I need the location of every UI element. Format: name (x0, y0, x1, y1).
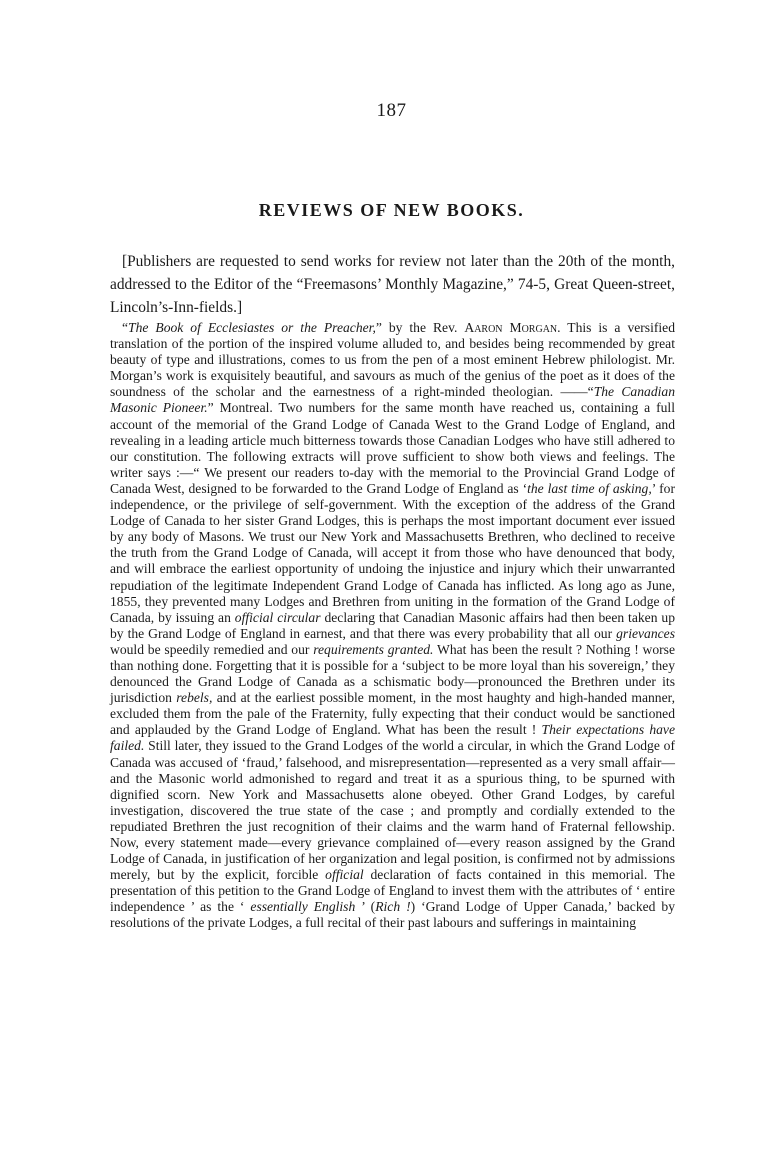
text-run: Still later, they issued to the Grand Lodges of the world a circular, in which the Grand Lodge of Canada was accused of ‘fraud,’ falsehood, and misrepresentation—represented as a very small affair—and the Masonic world admonished to regard and treat it as a spurious thing, to be spurned with dignified scorn. New York and Massachusetts alone obeyed. Other Grand Lodges, by careful investigation, discovered the true state of the case ; and promptly and cordially extended to the repudiated Brethren the just recognition of their claims and the warm hand of Fraternal fellowship. Now, every statement made—every grievance complained of—every reason assigned by the Grand Lodge of Canada, in justification of her organization and legal position, is confirmed not by admissions merely, but by the explicit, forcible (110, 738, 675, 883)
publishers-notice-text: [Publishers are requested to send works for review not later than the 20th of the month, addressed to the Editor of the “Freemasons’ Monthly Magazine,” 74-5, Great Queen-street, Lincoln’s-Inn-fields.] (110, 253, 675, 316)
review-paragraph (110, 320, 675, 932)
text-run: ” by the Rev. (375, 320, 465, 335)
section-title: REVIEWS OF NEW BOOKS. (258, 200, 525, 220)
page-number: 187 (376, 100, 407, 121)
text-run: What has been the result ? Nothing ! worse than nothing done. Forgetting that it is possible for a ‘subject to be more loyal than his sovereign,’ they denounced the Grand Lodge of Canada as a schismatic body—pronounced the Brethren under its jurisdiction (110, 641, 676, 706)
text-run: “ (122, 320, 129, 335)
italic-phrase: the last time of asking, (527, 480, 652, 496)
italic-phrase: official circular (234, 609, 321, 625)
publishers-notice (110, 250, 675, 319)
italic-phrase: rebels, (176, 690, 213, 706)
text-run: declaration of facts contained in this memorial. The presentation of this petition to the Grand Lodge of England to invest them with the attributes of ‘ entire independence ’ as the ‘ (110, 867, 675, 915)
italic-phrase: Rich ! (375, 899, 411, 915)
text-run: and at the earliest possible moment, in the most haughty and high-handed manner, excluded them from the pale of the Fraternity, fully expecting that their conduct would be sanctioned and applauded by the Grand Lodge of England. What has been the result ! (110, 690, 675, 738)
italic-phrase: essentially English (250, 899, 356, 915)
italic-phrase: grievances (616, 625, 675, 641)
text-run: ’ ( (355, 899, 376, 915)
text-run: declaring that Canadian Masonic affairs had then been taken up by the Grand Lodge of England in earnest, and that there was every probability that all our (110, 609, 676, 641)
text-run: ’ for independence, or the privilege of self-government. With the exception of the address of the Grand Lodge of Canada to her sister Grand Lodges, this is perhaps the most important document ever issued by any body of Masons. We trust our New York and Massachusetts Brethren, who declined to receive the truth from the Grand Lodge of Canada, will accept it from those who have denounced that body, and will embrace the earliest opportunity of undoing the injustice and injury which their unwarranted repudiation of the legitimate Independent Grand Lodge of Canada has inflicted. As long ago as June, 1855, they prevented many Lodges and Brethren from uniting in the formation of the Grand Lodge of Canada, by issuing an (110, 480, 675, 625)
text-run: ” Montreal. Two numbers for the same month have reached us, containing a full account of the memorial of the Grand Lodge of Canada West to the Grand Lodge of England, and revealing in a leading article much bitterness towards those Canadian Lodges who have still adhered to our constitution. The following extracts will prove sufficient to show both views and feelings. The writer says :—“ We present our readers to-day with the memorial to the Provincial Grand Lodge of Canada West, designed to be forwarded to the Grand Lodge of England as ‘ (110, 400, 675, 496)
author-name: Aaron Morgan. (464, 320, 561, 335)
text-run: would be speedily remedied and our (110, 641, 314, 657)
text-run: This is a versified translation of the portion of the inspired volume alluded to, and besides being recommended by great beauty of type and illustrations, comes to us from the pen of a most eminent Hebrew philologist. Mr. Morgan’s work is exquisitely beautiful, and savours as much of the genius of the poet as it does of the soundness of the scholar and the earnestness of a right-minded theologian. ——“ (110, 320, 675, 400)
book-title-canadian-masonic-pioneer: The Canadian Masonic Pioneer. (110, 384, 675, 416)
review-text (110, 320, 675, 932)
italic-phrase: requirements granted. (313, 641, 434, 657)
book-title-ecclesiastes: The Book of Ecclesiastes or the Preacher, (128, 320, 376, 335)
italic-phrase: Their expectations have failed. (110, 722, 675, 754)
italic-phrase: official (325, 867, 364, 883)
text-run: ) ‘Grand Lodge of Upper Canada,’ backed by resolutions of the private Lodges, a full recital of their past labours and sufferings in maintaining (110, 899, 676, 931)
